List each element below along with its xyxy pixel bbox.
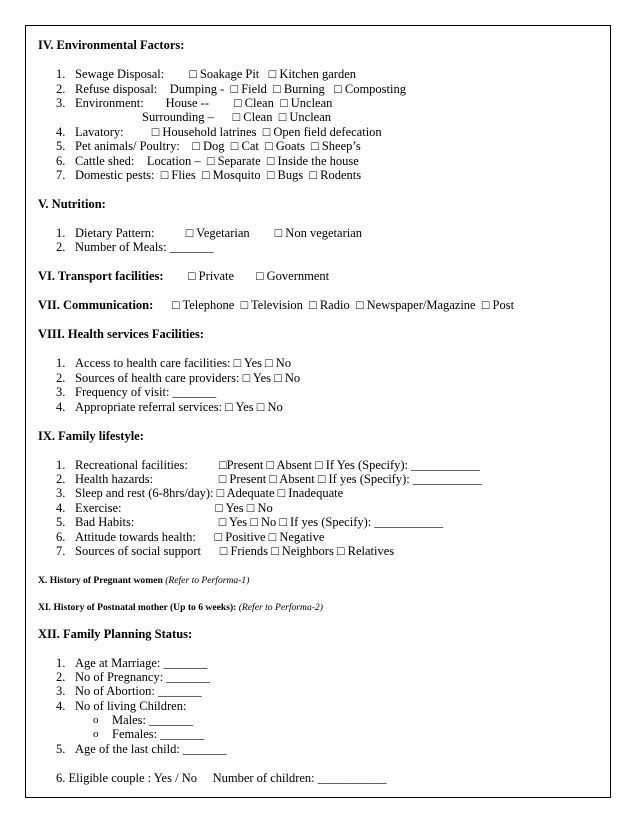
section-heading-family-lifestyle: IX. Family lifestyle: xyxy=(38,429,144,443)
list-number: 1. xyxy=(56,67,66,81)
list-number: 2. xyxy=(56,240,66,254)
list-number: 1. xyxy=(56,656,66,670)
list-item: Lavatory: □ Household latrines □ Open field defecation xyxy=(75,125,382,139)
list-item: Recreational facilities: □Present □ Absent □ If Yes (Specify): ___________ xyxy=(75,458,480,472)
list-item: Pet animals/ Poultry: □ Dog □ Cat □ Goats □ Sheep’s xyxy=(75,139,361,153)
list-number: 3. xyxy=(56,486,66,500)
list-number: 1. xyxy=(56,458,66,472)
communication-options: □ Telephone □ Television □ Radio □ Newspaper/Magazine □ Post xyxy=(172,298,515,312)
transport-options: □ Private □ Government xyxy=(188,269,330,283)
pregnant-women-note: (Refer to Performa-1) xyxy=(165,575,250,586)
pregnant-women-title: X. History of Pregnant women xyxy=(38,575,166,586)
list-number: 5. xyxy=(56,742,66,756)
list-number: 2. xyxy=(56,670,66,684)
section-heading-pregnant-women xyxy=(38,573,249,588)
list-item: No of living Children: xyxy=(75,699,187,713)
list-item: Sources of health care providers: □ Yes □ No xyxy=(75,371,301,385)
list-item: Refuse disposal: Dumping - □ Field □ Burning □ Composting xyxy=(75,82,406,96)
list-number: 5. xyxy=(56,515,66,529)
list-number: 2. xyxy=(56,472,66,486)
postnatal-note: (Refer to Performa-2) xyxy=(238,602,323,613)
list-item: Sewage Disposal: □ Soakage Pit □ Kitchen garden xyxy=(75,67,357,81)
list-item: Domestic pests: □ Flies □ Mosquito □ Bugs □ Rodents xyxy=(75,168,362,182)
list-number: 4. xyxy=(56,501,66,515)
list-number: 5. xyxy=(56,139,66,153)
section-heading-postnatal-mother xyxy=(38,600,323,615)
list-item: Sources of social support □ Friends □ Neighbors □ Relatives xyxy=(75,544,395,558)
list-item: Age at Marriage: _______ xyxy=(75,656,208,670)
list-item: Males: _______ xyxy=(112,713,193,727)
list-item: Number of Meals: _______ xyxy=(75,240,214,254)
section-heading-communication: VII. Communication: xyxy=(38,298,154,312)
list-item: Dietary Pattern: □ Vegetarian □ Non vegetarian xyxy=(75,226,363,240)
list-item: Health hazards: □ Present □ Absent □ If yes (Specify): ___________ xyxy=(75,472,482,486)
list-item: Age of the last child: _______ xyxy=(75,742,227,756)
eligible-couple-line: 6. Eligible couple : Yes / No Number of children: ___________ xyxy=(56,771,387,785)
sub-bullet: o xyxy=(93,728,99,740)
section-heading-environmental: IV. Environmental Factors: xyxy=(38,38,185,52)
list-number: 4. xyxy=(56,125,66,139)
list-number: 7. xyxy=(56,544,66,558)
postnatal-title: XI. History of Postnatal mother (Up to 6 weeks): xyxy=(38,602,239,613)
list-item: Exercise: □ Yes □ No xyxy=(75,501,273,515)
sub-bullet: o xyxy=(93,714,99,726)
list-number: 4. xyxy=(56,400,66,414)
list-item: Sleep and rest (6-8hrs/day): □ Adequate □ Inadequate xyxy=(75,486,344,500)
list-item: Access to health care facilities: □ Yes □ No xyxy=(75,356,292,370)
list-item: No of Abortion: _______ xyxy=(75,684,202,698)
section-heading-transport: VI. Transport facilities: xyxy=(38,269,164,283)
list-item: Cattle shed: Location – □ Separate □ Inside the house xyxy=(75,154,359,168)
list-number: 7. xyxy=(56,168,66,182)
list-number: 3. xyxy=(56,684,66,698)
list-item: Appropriate referral services: □ Yes □ No xyxy=(75,400,283,414)
list-item: Frequency of visit: _______ xyxy=(75,385,217,399)
list-number: 3. xyxy=(56,385,66,399)
list-item: Attitude towards health: □ Positive □ Negative xyxy=(75,530,325,544)
list-number: 1. xyxy=(56,356,66,370)
list-item: Bad Habits: □ Yes □ No □ If yes (Specify): ___________ xyxy=(75,515,444,529)
list-number: 4. xyxy=(56,699,66,713)
list-item: Females: _______ xyxy=(112,727,205,741)
list-item: Environment: House -- □ Clean □ Unclean xyxy=(75,96,333,110)
section-heading-family-planning: XII. Family Planning Status: xyxy=(38,627,193,641)
list-number: 6. xyxy=(56,530,66,544)
list-number: 3. xyxy=(56,96,66,110)
section-heading-health-services: VIII. Health services Facilities: xyxy=(38,327,204,341)
section-heading-nutrition: V. Nutrition: xyxy=(38,197,106,211)
list-number: 1. xyxy=(56,226,66,240)
list-number: 2. xyxy=(56,371,66,385)
list-item: No of Pregnancy: _______ xyxy=(75,670,211,684)
list-number: 2. xyxy=(56,82,66,96)
list-number: 6. xyxy=(56,154,66,168)
list-item: Surrounding – □ Clean □ Unclean xyxy=(142,110,332,124)
